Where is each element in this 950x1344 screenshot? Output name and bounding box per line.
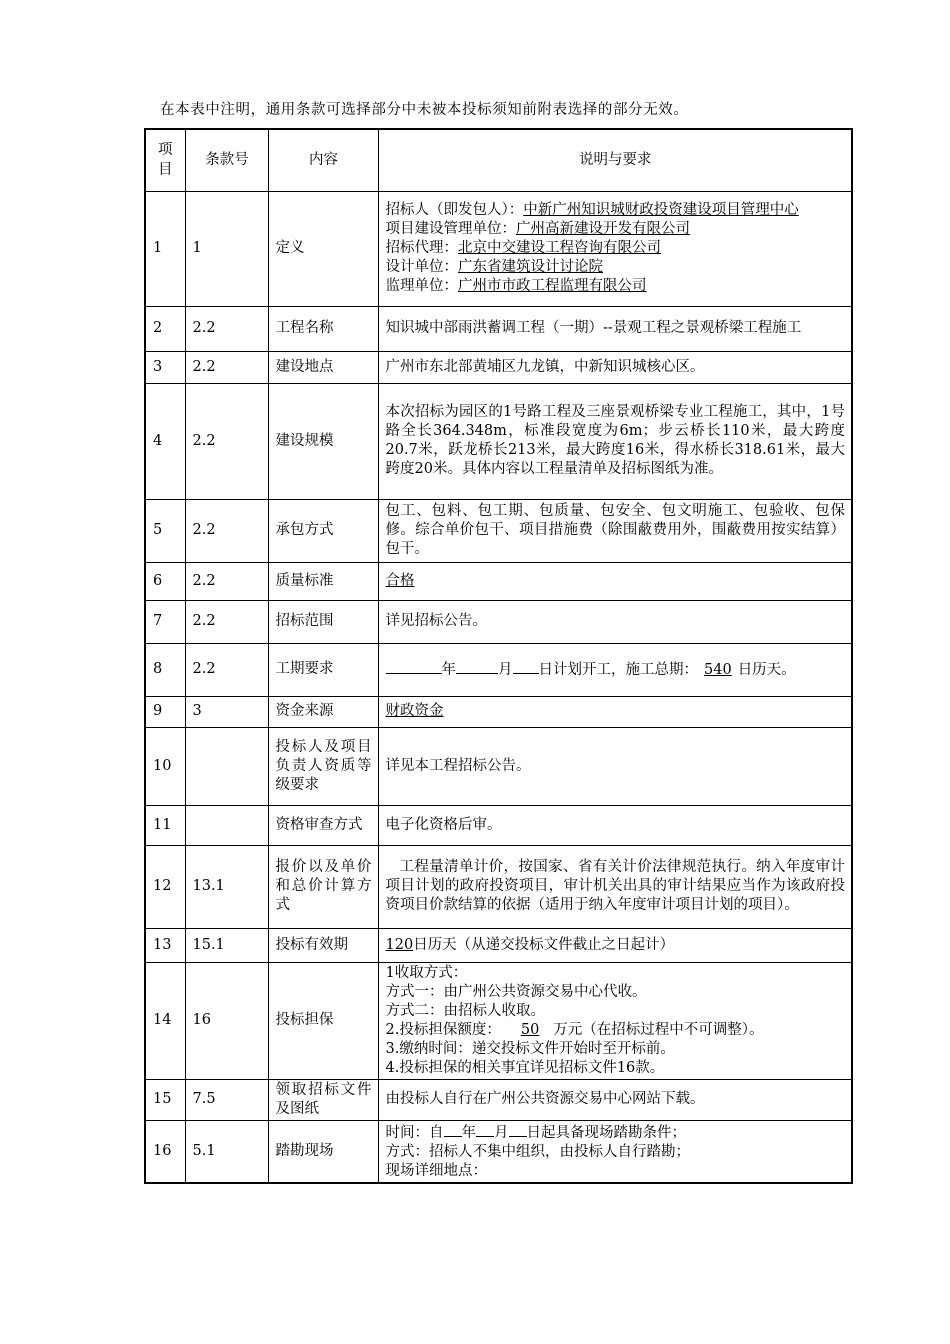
validity-days: 120 (385, 936, 414, 953)
bid-instructions-table (144, 128, 853, 1184)
table-row (145, 696, 852, 727)
time-label: 时间：自 (385, 1124, 444, 1141)
table-row (145, 1120, 852, 1183)
row-description: 本次招标为园区的1号路工程及三座景观桥梁专业工程施工，其中，1号路全长364.348m，标准段宽度为6m；步云桥长110米，最大跨度20.7米，跃龙桥长213米，最大跨度16米，得水桥长318.61米，最大跨度20米。具体内容以工程量清单及招标图纸为准。 (378, 383, 852, 499)
row-item: 2 (145, 306, 185, 351)
quality-standard-value: 合格 (385, 572, 415, 589)
row-item: 1 (145, 191, 185, 306)
row-item: 11 (145, 805, 185, 845)
month-label: 月 (494, 1124, 509, 1141)
table-row (145, 306, 852, 351)
row-description (378, 562, 852, 600)
row-item: 5 (145, 499, 185, 562)
row-item: 16 (145, 1120, 185, 1183)
row-content: 工期要求 (268, 643, 378, 696)
row-clause: 15.1 (185, 928, 268, 962)
row-content: 建设规模 (268, 383, 378, 499)
row-item: 9 (145, 696, 185, 727)
table-intro-note: 在本表中注明，通用条款可选择部分中未被本投标须知前附表选择的部分无效。 (160, 102, 689, 118)
validity-text: 日历天（从递交投标文件截止之日起计） (413, 936, 675, 953)
row-clause: 1 (185, 191, 268, 306)
duration-days: 540 (704, 662, 732, 678)
desc-line: 现场详细地点： (385, 1162, 487, 1179)
row-clause: 2.2 (185, 562, 268, 600)
day-blank (513, 659, 539, 674)
desc-line (386, 220, 846, 239)
row-content: 投标担保 (268, 962, 378, 1079)
row-item: 6 (145, 562, 185, 600)
row-clause: 5.1 (185, 1120, 268, 1183)
row-clause (185, 727, 268, 805)
row-item: 13 (145, 928, 185, 962)
row-item: 8 (145, 643, 185, 696)
row-description: 工程量清单计价，按国家、省有关计价法律规范执行。纳入年度审计项目计划的政府投资项目，审计机关出具的审计结果应当作为该政府投资项目价款结算的依据（适用于纳入年度审计项目计划的项目）。 (378, 845, 852, 928)
desc-line (386, 277, 846, 296)
desc-line (386, 239, 846, 258)
desc-label: 监理单位： (385, 278, 458, 294)
desc-label: 招标代理： (385, 240, 458, 256)
guarantee-amount-unit: 万元（在招标过程中不可调整）。 (553, 1021, 764, 1038)
row-content: 资金来源 (268, 696, 378, 727)
duration-label: 日计划开工，施工总期： (538, 662, 698, 678)
table-row (145, 383, 852, 499)
desc-line: 方式二：由招标人收取。 (385, 1002, 545, 1019)
table-row (145, 351, 852, 383)
day-blank (509, 1122, 527, 1137)
table-row (145, 928, 852, 962)
day-label: 日起具备现场踏勘条件； (526, 1124, 686, 1141)
year-blank (444, 1122, 462, 1137)
row-item: 7 (145, 600, 185, 643)
row-description: 包工、包料、包工期、包质量、包安全、包文明施工、包验收、包保修。综合单价包干、项目措施费（除围蔽费用外，围蔽费用按实结算）包干。 (378, 499, 852, 562)
desc-line (386, 258, 846, 277)
row-clause: 7.5 (185, 1079, 268, 1120)
table-row (145, 600, 852, 643)
desc-line: 4.投标担保的相关事宜详见招标文件16款。 (385, 1059, 665, 1076)
desc-label: 项目建设管理单位： (385, 221, 516, 237)
row-content: 招标范围 (268, 600, 378, 643)
row-clause (185, 805, 268, 845)
month-label: 月 (498, 662, 513, 678)
row-content: 投标有效期 (268, 928, 378, 962)
guarantee-amount: 50 (520, 1021, 540, 1038)
desc-line (386, 1122, 846, 1143)
year-label: 年 (461, 1124, 476, 1141)
row-description: 电子化资格后审。 (378, 805, 852, 845)
row-clause: 2.2 (185, 499, 268, 562)
table-row (145, 962, 852, 1079)
desc-line: 1收取方式： (385, 964, 468, 981)
row-description: 详见本工程招标公告。 (378, 727, 852, 805)
duration-unit: 日历天。 (737, 662, 796, 678)
row-content: 领取招标文件及图纸 (268, 1079, 378, 1120)
desc-label: 设计单位： (385, 259, 458, 275)
row-description (378, 191, 852, 306)
month-blank (456, 659, 498, 674)
row-content: 工程名称 (268, 306, 378, 351)
row-description: 详见招标公告。 (378, 600, 852, 643)
table-row (145, 845, 852, 928)
header-item: 项目 (145, 129, 185, 191)
table-row (145, 499, 852, 562)
row-content: 投标人及项目负责人资质等级要求 (268, 727, 378, 805)
row-item: 12 (145, 845, 185, 928)
desc-line (386, 1021, 846, 1040)
guarantee-amount-label: 2.投标担保额度： (385, 1021, 501, 1038)
desc-value: 广东省建筑设计讨论院 (458, 259, 603, 275)
header-clause: 条款号 (185, 129, 268, 191)
row-item: 15 (145, 1079, 185, 1120)
row-description (378, 962, 852, 1079)
row-content: 踏勘现场 (268, 1120, 378, 1183)
row-description: 由投标人自行在广州公共资源交易中心网站下载。 (378, 1079, 852, 1120)
row-description: 知识城中部雨洪蓄调工程（一期）--景观工程之景观桥梁工程施工 (378, 306, 852, 351)
desc-value: 广州市市政工程监理有限公司 (458, 278, 647, 294)
row-clause: 2.2 (185, 306, 268, 351)
row-clause: 2.2 (185, 351, 268, 383)
month-blank (476, 1122, 494, 1137)
table-row (145, 727, 852, 805)
row-content: 定义 (268, 191, 378, 306)
row-description (378, 696, 852, 727)
desc-label: 招标人（即发包人）： (385, 202, 524, 218)
row-item: 3 (145, 351, 185, 383)
row-clause: 2.2 (185, 600, 268, 643)
row-clause: 13.1 (185, 845, 268, 928)
row-description (378, 643, 852, 696)
row-clause: 2.2 (185, 383, 268, 499)
table-row (145, 805, 852, 845)
fund-source-value: 财政资金 (385, 703, 444, 719)
row-description: 广州市东北部黄埔区九龙镇，中新知识城核心区。 (378, 351, 852, 383)
desc-line: 方式一：由广州公共资源交易中心代收。 (385, 983, 647, 1000)
row-item: 14 (145, 962, 185, 1079)
table-row (145, 562, 852, 600)
row-clause: 3 (185, 696, 268, 727)
desc-line: 方式：招标人不集中组织，由投标人自行踏勘； (385, 1143, 690, 1160)
desc-value: 北京中交建设工程咨询有限公司 (458, 240, 661, 256)
table-row (145, 643, 852, 696)
row-description (378, 928, 852, 962)
row-description (378, 1120, 852, 1183)
header-description: 说明与要求 (378, 129, 852, 191)
header-content: 内容 (268, 129, 378, 191)
desc-value: 中新广州知识城财政投资建设项目管理中心 (523, 202, 799, 218)
desc-value: 广州高新建设开发有限公司 (516, 221, 690, 237)
table-header-row (145, 129, 852, 191)
row-clause: 2.2 (185, 643, 268, 696)
row-content: 承包方式 (268, 499, 378, 562)
row-clause: 16 (185, 962, 268, 1079)
row-item: 4 (145, 383, 185, 499)
row-content: 建设地点 (268, 351, 378, 383)
table-row (145, 191, 852, 306)
row-content: 报价以及单价和总价计算方式 (268, 845, 378, 928)
year-label: 年 (441, 662, 456, 678)
row-content: 质量标准 (268, 562, 378, 600)
table-row (145, 1079, 852, 1120)
year-blank (386, 659, 442, 674)
desc-line: 3.缴纳时间：递交投标文件开始时至开标前。 (385, 1040, 675, 1057)
row-content: 资格审查方式 (268, 805, 378, 845)
row-item: 10 (145, 727, 185, 805)
